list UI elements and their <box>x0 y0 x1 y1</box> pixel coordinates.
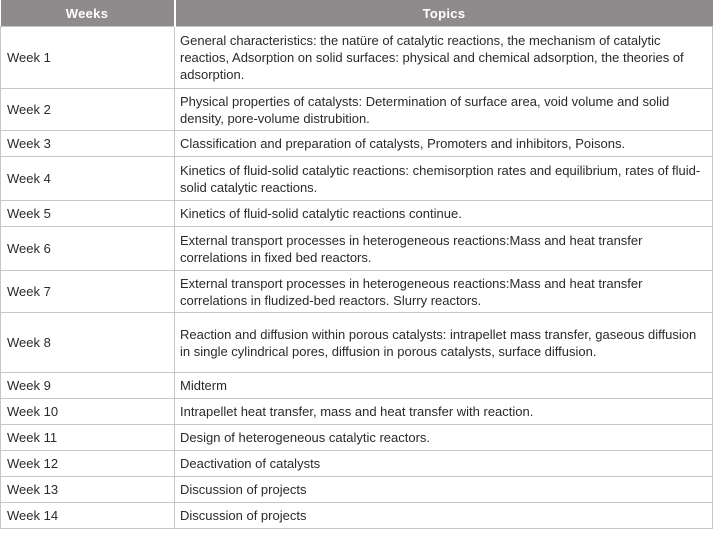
week-cell: Week 12 <box>1 451 175 477</box>
topic-cell: Discussion of projects <box>175 503 713 529</box>
topic-cell: Classification and preparation of catalysts, Promoters and inhibitors, Poisons. <box>175 131 713 157</box>
week-cell: Week 6 <box>1 227 175 271</box>
topic-cell: Kinetics of fluid-solid catalytic reactions continue. <box>175 201 713 227</box>
week-cell: Week 10 <box>1 399 175 425</box>
topic-cell: External transport processes in heterogeneous reactions:Mass and heat transfer correlations in fludized-bed reactors. Slurry reactors. <box>175 271 713 313</box>
week-cell: Week 13 <box>1 477 175 503</box>
topic-cell: Design of heterogeneous catalytic reactors. <box>175 425 713 451</box>
topic-cell: Kinetics of fluid-solid catalytic reactions: chemisorption rates and equilibrium, rates of fluid-solid catalytic reactions. <box>175 157 713 201</box>
table-row <box>1 503 713 529</box>
topic-cell: Physical properties of catalysts: Determination of surface area, void volume and solid density, pore-volume distrubition. <box>175 89 713 131</box>
topic-cell: General characteristics: the natüre of catalytic reactions, the mechanism of catalytic reactios, Adsorption on solid surfaces: physical and chemical adsorption, the theories of adsorption. <box>175 27 713 89</box>
table-row <box>1 271 713 313</box>
topics-column-header: Topics <box>175 0 713 27</box>
week-cell: Week 14 <box>1 503 175 529</box>
table-row <box>1 399 713 425</box>
topic-cell: Reaction and diffusion within porous catalysts: intrapellet mass transfer, gaseous diffusion in single cylindrical pores, diffusion in porous catalysts, surface diffusion. <box>175 313 713 373</box>
week-cell: Week 11 <box>1 425 175 451</box>
week-cell: Week 2 <box>1 89 175 131</box>
table-row <box>1 89 713 131</box>
topic-cell: Discussion of projects <box>175 477 713 503</box>
week-cell: Week 5 <box>1 201 175 227</box>
week-cell: Week 3 <box>1 131 175 157</box>
weeks-column-header: Weeks <box>1 0 175 27</box>
week-cell: Week 4 <box>1 157 175 201</box>
table-row <box>1 313 713 373</box>
table-row <box>1 157 713 201</box>
table-row <box>1 201 713 227</box>
week-cell: Week 1 <box>1 27 175 89</box>
table-row <box>1 131 713 157</box>
table-row <box>1 477 713 503</box>
week-cell: Week 7 <box>1 271 175 313</box>
week-cell: Week 8 <box>1 313 175 373</box>
topic-cell: Midterm <box>175 373 713 399</box>
table-row <box>1 451 713 477</box>
topic-cell: Intrapellet heat transfer, mass and heat transfer with reaction. <box>175 399 713 425</box>
table-row <box>1 373 713 399</box>
table-row <box>1 425 713 451</box>
topic-cell: External transport processes in heterogeneous reactions:Mass and heat transfer correlations in fixed bed reactors. <box>175 227 713 271</box>
table-row <box>1 227 713 271</box>
table-row <box>1 27 713 89</box>
week-cell: Week 9 <box>1 373 175 399</box>
table-header-row <box>1 0 713 27</box>
topic-cell: Deactivation of catalysts <box>175 451 713 477</box>
